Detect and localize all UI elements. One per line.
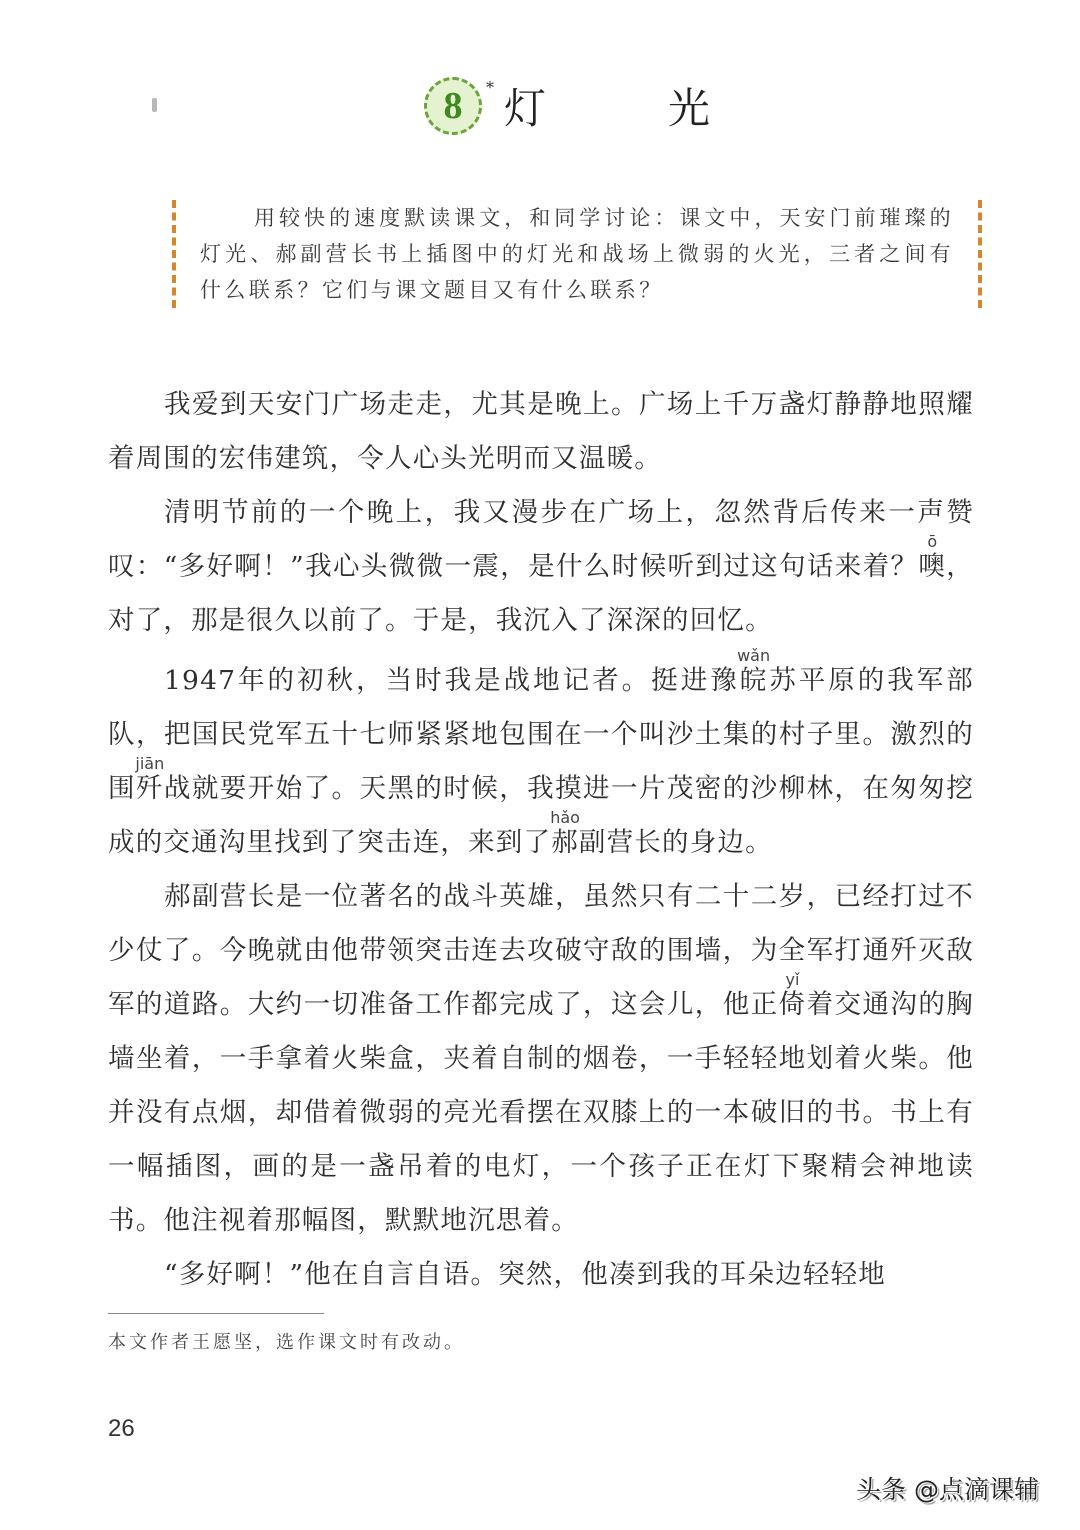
lesson-number: 8 xyxy=(443,85,463,127)
footnote: 本文作者王愿坚，选作课文时有改动。 xyxy=(108,1332,465,1353)
lesson-body xyxy=(108,378,974,1302)
page-number: 26 xyxy=(108,1415,135,1442)
lesson-number-badge xyxy=(424,77,482,135)
reading-prompt-box xyxy=(172,200,982,308)
paragraph: “多好啊！”他在自言自语。突然，他凑到我的耳朵边轻轻地 xyxy=(164,1259,886,1290)
pinyin-annotated-char: 噢ō xyxy=(918,532,947,582)
watermark: 头条 @点滴课辅 xyxy=(856,1475,1039,1504)
pinyin-annotated-char: 歼jiān xyxy=(135,754,165,804)
lesson-header xyxy=(424,74,750,138)
paragraph: 我爱到天安门广场走走，尤其是晚上。广场上千万盏灯静静地照耀着周围的宏伟建筑，令人心头光明而又温暖。 xyxy=(108,389,974,474)
self-study-asterisk: * xyxy=(486,78,494,97)
scan-speck xyxy=(152,98,157,112)
lesson-title: 灯 光 xyxy=(504,84,751,133)
pinyin-annotated-char: 郝hǎo xyxy=(550,808,580,858)
paragraph: 1947年的初秋，当时我是战地记者。挺进豫皖wǎn苏平原的我军部队，把国民党军五十七师紧紧地包围在一个叫沙土集的村子里。激烈的围歼jiān战就要开始了。天黑的时候，我摸进一片茂密的沙柳林，在匆匆挖成的交通沟里找到了突击连，来到了郝hǎo副营长的身边。 xyxy=(108,646,974,858)
reading-prompt-text: 用较快的速度默读课文，和同学讨论：课文中，天安门前璀璨的灯光、郝副营长书上插图中的灯光和战场上微弱的火光，三者之间有什么联系？它们与课文题目又有什么联系？ xyxy=(200,206,954,302)
pinyin-annotated-char: 倚yǐ xyxy=(778,970,807,1020)
footnote-divider xyxy=(108,1313,324,1314)
paragraph: 郝副营长是一位著名的战斗英雄，虽然只有二十二岁，已经打过不少仗了。今晚就由他带领突击连去攻破守敌的围墙，为全军打通歼灭敌军的道路。大约一切准备工作都完成了，这会儿，他正倚yǐ着交通沟的胸墙坐着，一手拿着火柴盒，夹着自制的烟卷，一手轻轻地划着火柴。他并没有点烟，却借着微弱的亮光看摆在双膝上的一本破旧的书。书上有一幅插图，画的是一盏吊着的电灯，一个孩子正在灯下聚精会神地读书。他注视着那幅图，默默地沉思着。 xyxy=(108,881,974,1236)
pinyin-annotated-char: 皖wǎn xyxy=(737,646,771,696)
paragraph: 清明节前的一个晚上，我又漫步在广场上，忽然背后传来一声赞叹：“多好啊！”我心头微微一震，是什么时候听到过这句话来着？噢ō，对了，那是很久以前了。于是，我沉入了深深的回忆。 xyxy=(108,497,974,636)
